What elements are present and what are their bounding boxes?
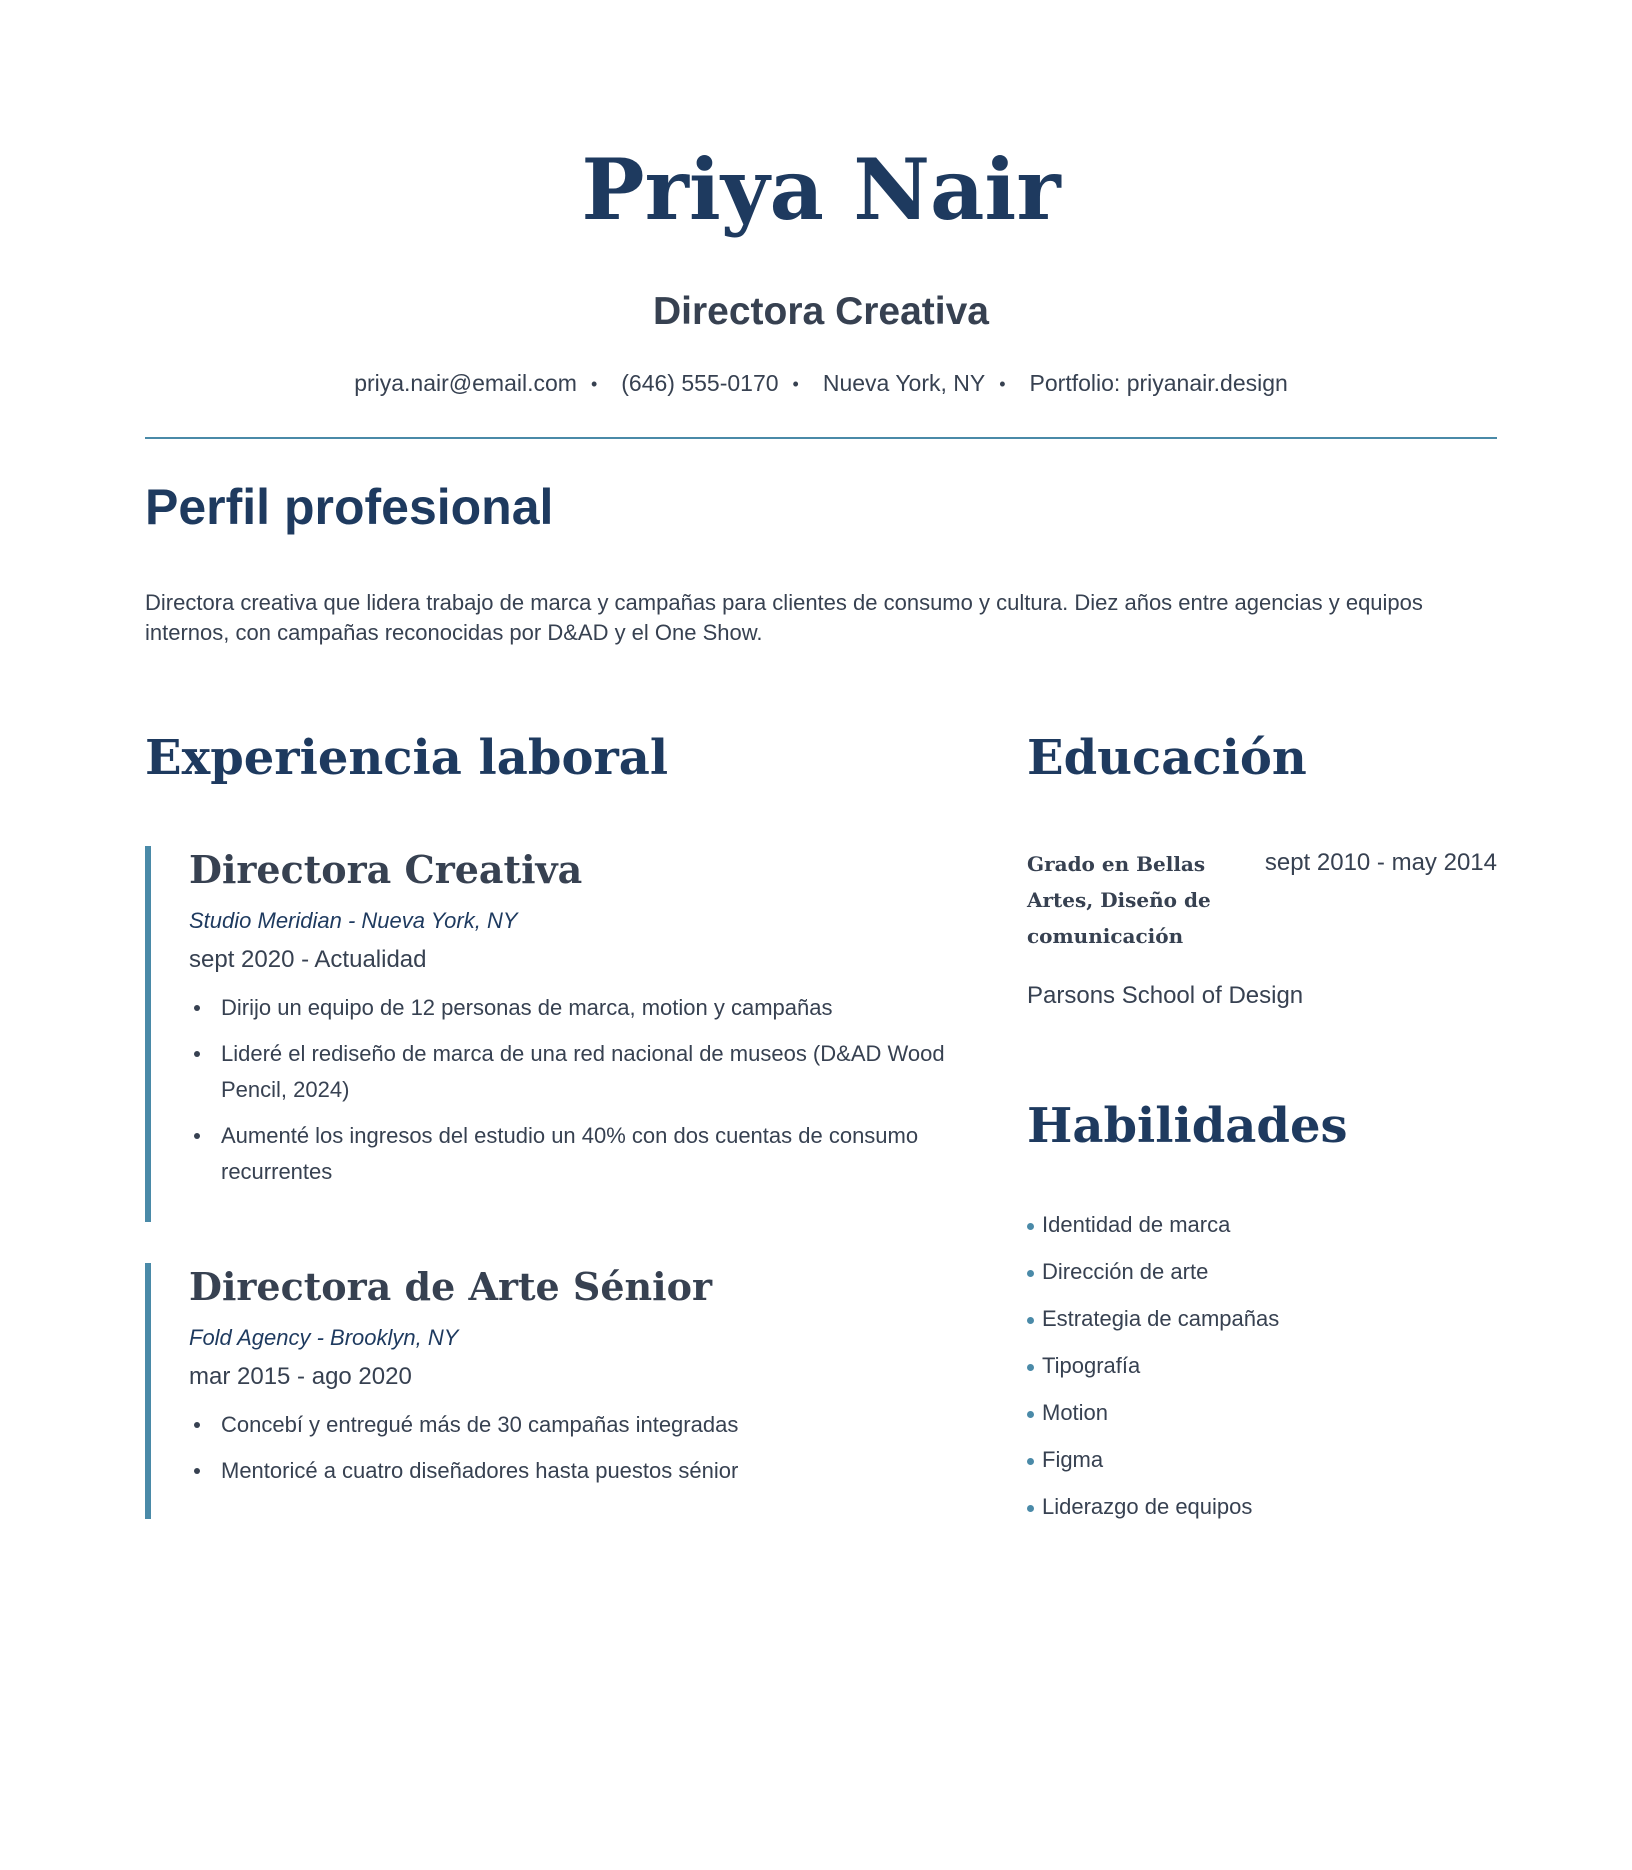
contact-location: Nueva York, NY (822, 370, 986, 396)
education-dates: sept 2010 - may 2014 (1264, 849, 1497, 876)
job-bullet: Aumenté los ingresos del estudio un 40% con dos cuentas de consumo recurrentes (221, 1118, 965, 1190)
skill-item: Liderazgo de equipos (1027, 1494, 1279, 1520)
education-school: Parsons School of Design (1027, 982, 1304, 1009)
skill-item: Figma (1027, 1447, 1279, 1473)
job-company: Studio Meridian - Nueva York, NY (189, 908, 518, 933)
contact-phone[interactable]: (646) 555-0170 (621, 370, 779, 396)
job-entry (145, 1263, 965, 1519)
skill-item: Estrategia de campañas (1027, 1306, 1279, 1332)
job-bullet: Lideré el rediseño de marca de una red nacional de museos (D&AD Wood Pencil, 2024) (221, 1036, 965, 1108)
separator-dot-icon: • (792, 374, 799, 395)
profile-heading: Perfil profesional (145, 479, 554, 535)
job-title: Directora Creativa (189, 847, 583, 892)
skills-list (1027, 1212, 1279, 1541)
job-company: Fold Agency - Brooklyn, NY (189, 1325, 459, 1350)
job-dates: mar 2015 - ago 2020 (189, 1363, 412, 1390)
profile-summary: Directora creativa que lidera trabajo de marca y campañas para clientes de consumo y cultura. Diez años entre agencias y equipos internos, con campañas reconocidas por D&AD y el One Show. (145, 590, 1423, 645)
job-bullets (189, 1407, 965, 1489)
job-title: Directora de Arte Sénior (189, 1264, 712, 1309)
contact-email[interactable]: priya.nair@email.com (354, 370, 577, 396)
job-bullet: Dirijo un equipo de 12 personas de marca, motion y campañas (221, 990, 965, 1026)
education-degree: Grado en Bellas Artes, Diseño de comunicación (1027, 852, 1211, 948)
skill-item: Motion (1027, 1400, 1279, 1426)
skill-item: Tipografía (1027, 1353, 1279, 1379)
experience-heading: Experiencia laboral (145, 730, 669, 786)
job-dates: sept 2020 - Actualidad (189, 946, 427, 973)
separator-dot-icon: • (999, 374, 1006, 395)
header-divider (145, 437, 1497, 439)
separator-dot-icon: • (590, 374, 598, 395)
candidate-name: Priya Nair (581, 140, 1061, 239)
job-bullet: Mentoricé a cuatro diseñadores hasta puestos sénior (221, 1453, 965, 1489)
skills-heading: Habilidades (1027, 1098, 1348, 1154)
job-bullets (189, 990, 965, 1190)
job-bullet: Concebí y entregué más de 30 campañas integradas (221, 1407, 965, 1443)
contact-portfolio[interactable]: Portfolio: priyanair.design (1029, 370, 1288, 396)
skill-item: Dirección de arte (1027, 1259, 1279, 1285)
contact-line (145, 370, 1497, 397)
candidate-title: Directora Creativa (653, 290, 989, 333)
skill-item: Identidad de marca (1027, 1212, 1279, 1238)
job-entry (145, 846, 965, 1222)
education-heading: Educación (1027, 730, 1307, 786)
